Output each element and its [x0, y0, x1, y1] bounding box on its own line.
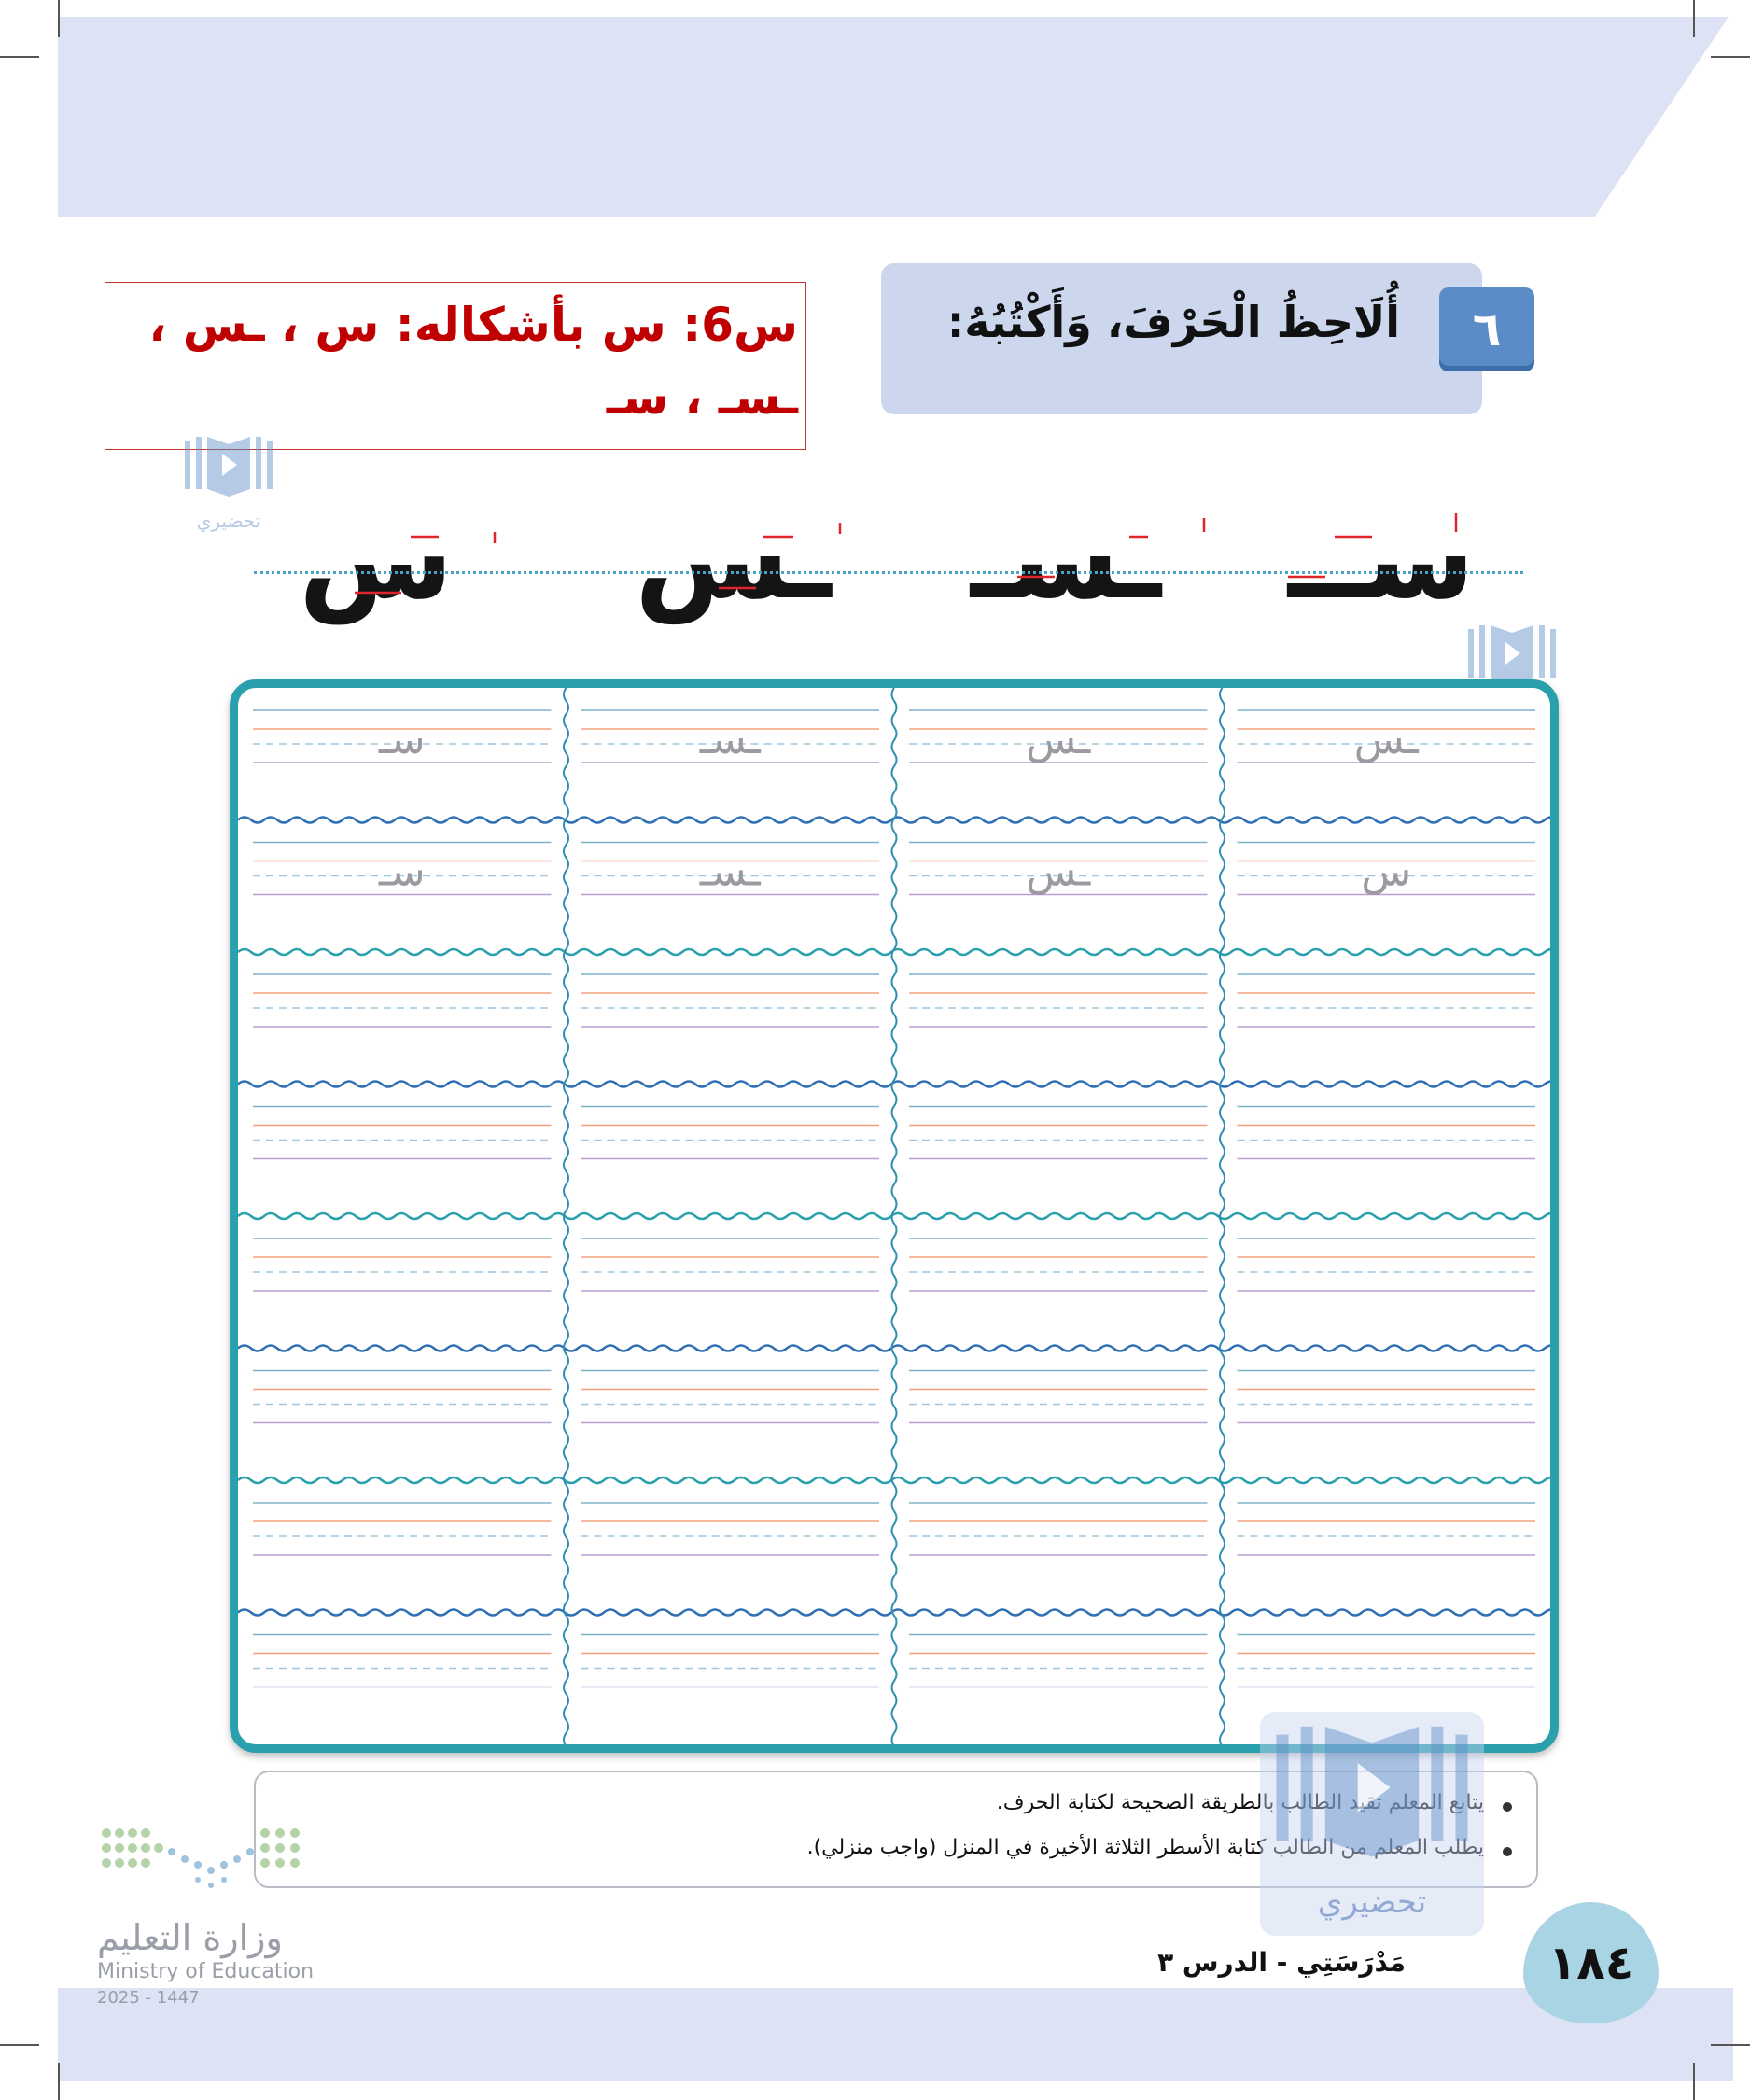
model-letter: ـسـ	[971, 495, 1162, 624]
traced-letter: ـس	[1353, 716, 1419, 763]
ministry-year: 2025 - 1447	[97, 1988, 200, 2008]
row-divider	[238, 1346, 1550, 1351]
traced-letter: ـس	[1026, 716, 1091, 763]
crop-mark	[1711, 2044, 1750, 2046]
model-letters-row	[252, 495, 1531, 635]
column-divider	[1220, 688, 1225, 1744]
exercise-number-badge: ٦	[1439, 287, 1534, 371]
traced-letter: ـس	[1026, 847, 1091, 896]
bullet	[1503, 1847, 1512, 1856]
traced-letter: ـسـ	[699, 847, 761, 896]
row-divider	[238, 1477, 1550, 1483]
watermark-text: تحضيري	[1317, 1883, 1427, 1921]
model-letter: س	[299, 495, 454, 624]
exercise-instruction: أُلَاحِظُ الْحَرْفَ، وَأَكْتُبُهُ:	[946, 297, 1400, 347]
crop-mark	[1711, 56, 1750, 58]
traced-letter: سـ	[378, 847, 426, 896]
model-letter: ـس	[635, 495, 832, 624]
top-header-band	[58, 17, 1729, 217]
ministry-name-arabic: وزارة التعليم	[97, 1917, 283, 1958]
bullet	[1503, 1802, 1512, 1812]
traced-letter: سـ	[378, 716, 426, 763]
crop-mark	[0, 56, 39, 58]
book-icon	[1260, 1712, 1484, 1880]
practice-sheet	[230, 679, 1559, 1753]
watermark-text: تحضيري	[196, 510, 261, 532]
crop-mark	[0, 2044, 39, 2046]
stroke-arrows	[252, 495, 1531, 635]
crop-mark	[1693, 0, 1695, 37]
page-number-badge	[1523, 1902, 1659, 2023]
answer-box	[105, 282, 806, 450]
crop-mark	[1693, 2063, 1695, 2100]
note-item: يطلب المعلم من الطالب كتابة الأسطر الثلاثة الأخيرة في المنزل (واجب منزلي).	[806, 1836, 1484, 1859]
watermark-logo-large	[1260, 1712, 1484, 1936]
answer-text: س6: س بأشكاله: س ، ـس ، ـسـ ، سـ	[148, 298, 798, 425]
traced-letter: ـسـ	[699, 716, 761, 763]
bottom-footer-band	[58, 1988, 1733, 2081]
practice-grid	[238, 688, 1550, 1744]
ministry-name-english: Ministry of Education	[97, 1960, 315, 1983]
ministry-logo-dots	[97, 1824, 321, 1898]
model-letter: ســ	[1288, 495, 1476, 624]
column-divider	[892, 688, 897, 1744]
lesson-label: مَدْرَسَتِي - الدرس ٣	[1157, 1947, 1406, 1978]
crop-mark	[58, 0, 60, 37]
page-number: ١٨٤	[1547, 1936, 1634, 1990]
row-divider	[238, 1213, 1550, 1219]
row-divider	[238, 1082, 1550, 1087]
baseline-dotted	[254, 571, 1523, 574]
note-item: يتابع المعلم تقيد الطالب بالطريقة الصحيحة لكتابة الحرف.	[996, 1791, 1484, 1814]
crop-mark	[58, 2063, 60, 2100]
traced-letter: س	[1361, 847, 1412, 896]
